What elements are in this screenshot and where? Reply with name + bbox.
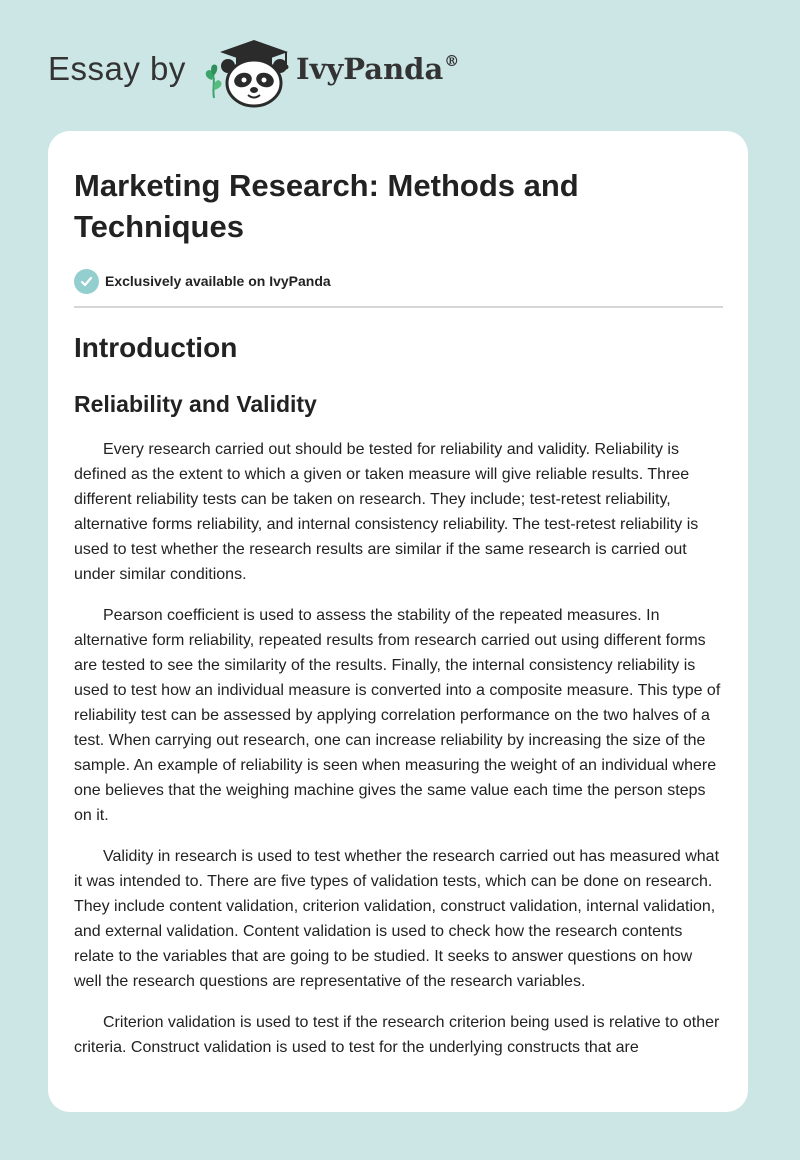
paragraph: Pearson coefficient is used to assess the stability of the repeated measures. In alternative form reliability, repeated results from research carried out using different forms are tested to see the similarity of the results. Finally, the internal consistency reliability is used to test how an individual measure is converted into a composite measure. This type of reliability test can be assessed by applying correlation performance on the two halves of a test. When carrying out research, one can increase reliability by increasing the size of the sample. An example of reliability is seen when measuring the weight of an individual where one believes that the weighing machine gives the same value each time the person steps on it. [74,607,721,824]
brand-name[interactable]: IvyPanda® [296,52,460,86]
section-heading: Introduction [74,332,238,363]
check-icon [74,269,99,294]
paragraph: Criterion validation is used to test if the research criterion being used is relative to other criteria. Construct validation is used to test for the underlying constructs that are [74,1014,720,1056]
paragraph: Validity in research is used to test whether the research carried out has measured what it was intended to. There are five types of validation tests, which can be done on research. They include content validation, criterion validation, construct validation, internal validation, and external validation. Content validation is used to check how the research contents relate to the variables that are going to be studied. It seeks to answer questions on how well the research questions are representative of the research variables. [74,848,720,990]
article-content [74,165,723,1060]
exclusive-badge [74,267,723,295]
registered-mark: ® [444,52,460,70]
exclusive-label: Exclusively available on IvyPanda [105,273,331,289]
title-divider [74,306,723,308]
subsection-heading: Reliability and Validity [74,391,317,417]
article-title: Marketing Research: Methods and Techniques [74,168,579,244]
brand-prefix: Essay by [48,50,186,87]
panda-logo-icon[interactable] [200,36,292,108]
article-card [48,131,748,1112]
brand-header [48,36,468,106]
paragraph: Every research carried out should be tested for reliability and validity. Reliability is defined as the extent to which a given or taken measure will give reliable results. Three different reliability tests can be taken on research. They include; test-retest reliability, alternative forms reliability, and internal consistency reliability. The test-retest reliability is used to test whether the research results are similar if the same research is carried out under similar conditions. [74,441,699,583]
